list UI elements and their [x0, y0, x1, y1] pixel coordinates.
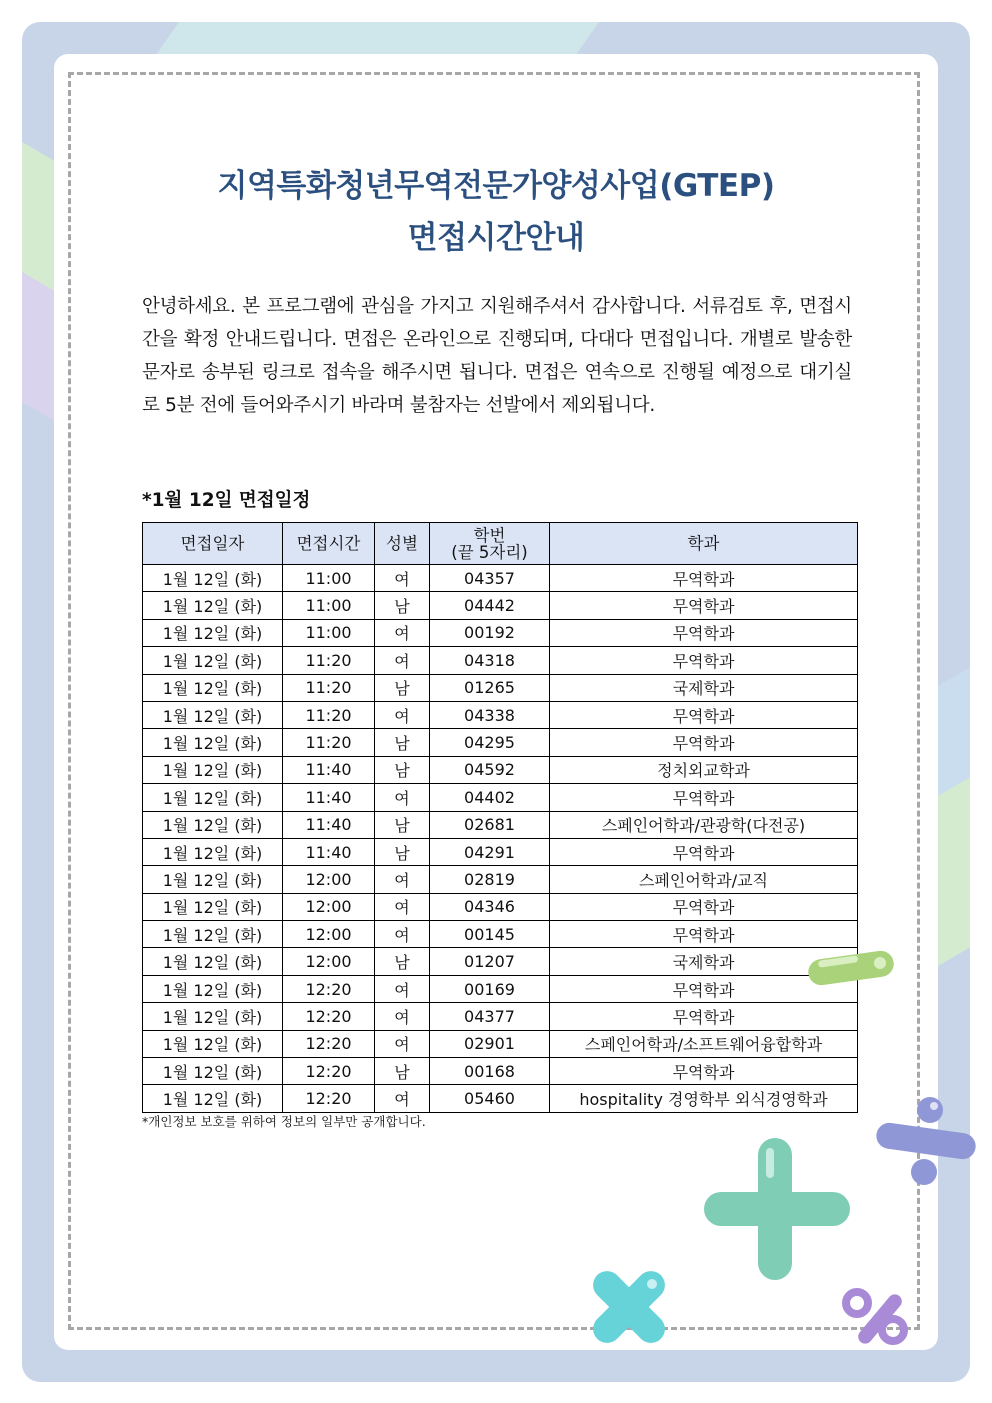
cell-student-id: 01265: [430, 674, 550, 701]
cell-gender: 남: [375, 729, 430, 756]
table-row: [143, 1003, 858, 1030]
cell-gender: 여: [375, 866, 430, 893]
table-row: [143, 701, 858, 728]
table-row: [143, 975, 858, 1002]
cell-department: 무역학과: [550, 921, 858, 948]
cell-student-id: 00145: [430, 921, 550, 948]
cell-gender: 여: [375, 565, 430, 592]
table-row: [143, 1030, 858, 1057]
table-row: [143, 674, 858, 701]
cell-time: 12:20: [283, 1003, 375, 1030]
cell-student-id: 00192: [430, 619, 550, 646]
cell-department: 스페인어학과/관광학(다전공): [550, 811, 858, 838]
cell-date: 1월 12일 (화): [143, 1003, 283, 1030]
cell-time: 11:00: [283, 619, 375, 646]
cell-student-id: 04592: [430, 756, 550, 783]
cell-gender: 여: [375, 893, 430, 920]
cell-gender: 여: [375, 619, 430, 646]
cell-time: 11:20: [283, 647, 375, 674]
table-row: [143, 838, 858, 865]
cell-student-id: 01207: [430, 948, 550, 975]
header-student-id-line1: 학번: [473, 525, 506, 545]
cell-department: 무역학과: [550, 1003, 858, 1030]
cell-date: 1월 12일 (화): [143, 729, 283, 756]
cell-time: 12:20: [283, 1058, 375, 1085]
cell-department: 무역학과: [550, 893, 858, 920]
cell-gender: 여: [375, 647, 430, 674]
cell-student-id: 02819: [430, 866, 550, 893]
cell-gender: 남: [375, 948, 430, 975]
cell-student-id: 02901: [430, 1030, 550, 1057]
cell-date: 1월 12일 (화): [143, 866, 283, 893]
cell-date: 1월 12일 (화): [143, 975, 283, 1002]
table-row: [143, 893, 858, 920]
cell-date: 1월 12일 (화): [143, 1030, 283, 1057]
cell-date: 1월 12일 (화): [143, 838, 283, 865]
cell-department: 무역학과: [550, 701, 858, 728]
cell-student-id: 02681: [430, 811, 550, 838]
cell-date: 1월 12일 (화): [143, 674, 283, 701]
schedule-heading: *1월 12일 면접일정: [142, 490, 311, 511]
cell-time: 11:00: [283, 592, 375, 619]
cell-time: 12:00: [283, 921, 375, 948]
cell-gender: 여: [375, 701, 430, 728]
cell-date: 1월 12일 (화): [143, 619, 283, 646]
cell-date: 1월 12일 (화): [143, 1058, 283, 1085]
cell-time: 12:00: [283, 893, 375, 920]
privacy-footnote: *개인정보 보호를 위하여 정보의 일부만 공개합니다.: [142, 1114, 426, 1129]
cell-department: 무역학과: [550, 647, 858, 674]
cell-department: 스페인어학과/교직: [550, 866, 858, 893]
cell-time: 11:00: [283, 565, 375, 592]
cell-department: 무역학과: [550, 592, 858, 619]
intro-paragraph: 안녕하세요. 본 프로그램에 관심을 가지고 지원해주셔서 감사합니다. 서류검토 후, 면접시간을 확정 안내드립니다. 면접은 온라인으로 진행되며, 다대다 면접입니다. 개별로 발송한 문자로 송부된 링크로 접속을 해주시면 됩니다. 면접은 연속으로 진행될 예정으로 대기실로 5분 전에 들어와주시기 바라며 불참자는 선발에서 제외됩니다.: [142, 296, 852, 416]
cell-gender: 여: [375, 1003, 430, 1030]
cell-gender: 남: [375, 674, 430, 701]
table-row: [143, 811, 858, 838]
cell-student-id: 04442: [430, 592, 550, 619]
cell-student-id: 04318: [430, 647, 550, 674]
cell-gender: 남: [375, 811, 430, 838]
cell-gender: 남: [375, 756, 430, 783]
cell-department: 무역학과: [550, 838, 858, 865]
cell-department: 무역학과: [550, 784, 858, 811]
cell-department: 무역학과: [550, 565, 858, 592]
table-row: [143, 948, 858, 975]
cell-time: 11:40: [283, 784, 375, 811]
cell-time: 11:20: [283, 729, 375, 756]
cell-date: 1월 12일 (화): [143, 756, 283, 783]
table-row: [143, 784, 858, 811]
cell-student-id: 04402: [430, 784, 550, 811]
cell-gender: 남: [375, 838, 430, 865]
cell-department: 국제학과: [550, 948, 858, 975]
cell-student-id: 04295: [430, 729, 550, 756]
cell-department: hospitality 경영학부 외식경영학과: [550, 1085, 858, 1112]
table-row: [143, 756, 858, 783]
cell-department: 무역학과: [550, 975, 858, 1002]
cell-date: 1월 12일 (화): [143, 811, 283, 838]
cell-time: 12:20: [283, 1085, 375, 1112]
cell-gender: 여: [375, 921, 430, 948]
cell-date: 1월 12일 (화): [143, 592, 283, 619]
cell-gender: 남: [375, 1058, 430, 1085]
cell-date: 1월 12일 (화): [143, 701, 283, 728]
header-gender: 성별: [375, 523, 430, 565]
cell-gender: 여: [375, 1085, 430, 1112]
cell-department: 국제학과: [550, 674, 858, 701]
cell-time: 11:20: [283, 701, 375, 728]
table-row: [143, 565, 858, 592]
header-student-id: [430, 523, 550, 565]
cell-time: 12:20: [283, 975, 375, 1002]
cell-date: 1월 12일 (화): [143, 565, 283, 592]
cell-student-id: 05460: [430, 1085, 550, 1112]
cell-date: 1월 12일 (화): [143, 893, 283, 920]
cell-department: 무역학과: [550, 619, 858, 646]
cell-student-id: 04346: [430, 893, 550, 920]
cell-student-id: 00169: [430, 975, 550, 1002]
cell-student-id: 04377: [430, 1003, 550, 1030]
cell-department: 스페인어학과/소프트웨어융합학과: [550, 1030, 858, 1057]
cell-student-id: 00168: [430, 1058, 550, 1085]
table-row: [143, 729, 858, 756]
cell-gender: 남: [375, 592, 430, 619]
cell-date: 1월 12일 (화): [143, 1085, 283, 1112]
table-row: [143, 921, 858, 948]
cell-date: 1월 12일 (화): [143, 948, 283, 975]
header-date: 면접일자: [143, 523, 283, 565]
cell-department: 무역학과: [550, 1058, 858, 1085]
cell-department: 정치외교학과: [550, 756, 858, 783]
cell-time: 12:00: [283, 948, 375, 975]
cell-gender: 여: [375, 784, 430, 811]
cell-time: 12:00: [283, 866, 375, 893]
table-row: [143, 866, 858, 893]
table-row: [143, 619, 858, 646]
table-row: [143, 1085, 858, 1112]
header-time: 면접시간: [283, 523, 375, 565]
cell-date: 1월 12일 (화): [143, 784, 283, 811]
page-title: 지역특화청년무역전문가양성사업(GTEP): [217, 168, 775, 204]
cell-date: 1월 12일 (화): [143, 921, 283, 948]
header-student-id-line2: (끝 5자리): [451, 542, 528, 562]
table-row: [143, 1058, 858, 1085]
cell-student-id: 04291: [430, 838, 550, 865]
cell-time: 12:20: [283, 1030, 375, 1057]
cell-date: 1월 12일 (화): [143, 647, 283, 674]
interview-schedule-table: [142, 522, 858, 1113]
page-subtitle: 면접시간안내: [407, 220, 585, 256]
table-header-row: [143, 523, 858, 565]
cell-time: 11:40: [283, 756, 375, 783]
cell-time: 11:20: [283, 674, 375, 701]
table-row: [143, 647, 858, 674]
header-department: 학과: [550, 523, 858, 565]
cell-time: 11:40: [283, 811, 375, 838]
cell-student-id: 04357: [430, 565, 550, 592]
cell-gender: 여: [375, 1030, 430, 1057]
cell-student-id: 04338: [430, 701, 550, 728]
cell-gender: 여: [375, 975, 430, 1002]
cell-department: 무역학과: [550, 729, 858, 756]
table-row: [143, 592, 858, 619]
cell-time: 11:40: [283, 838, 375, 865]
